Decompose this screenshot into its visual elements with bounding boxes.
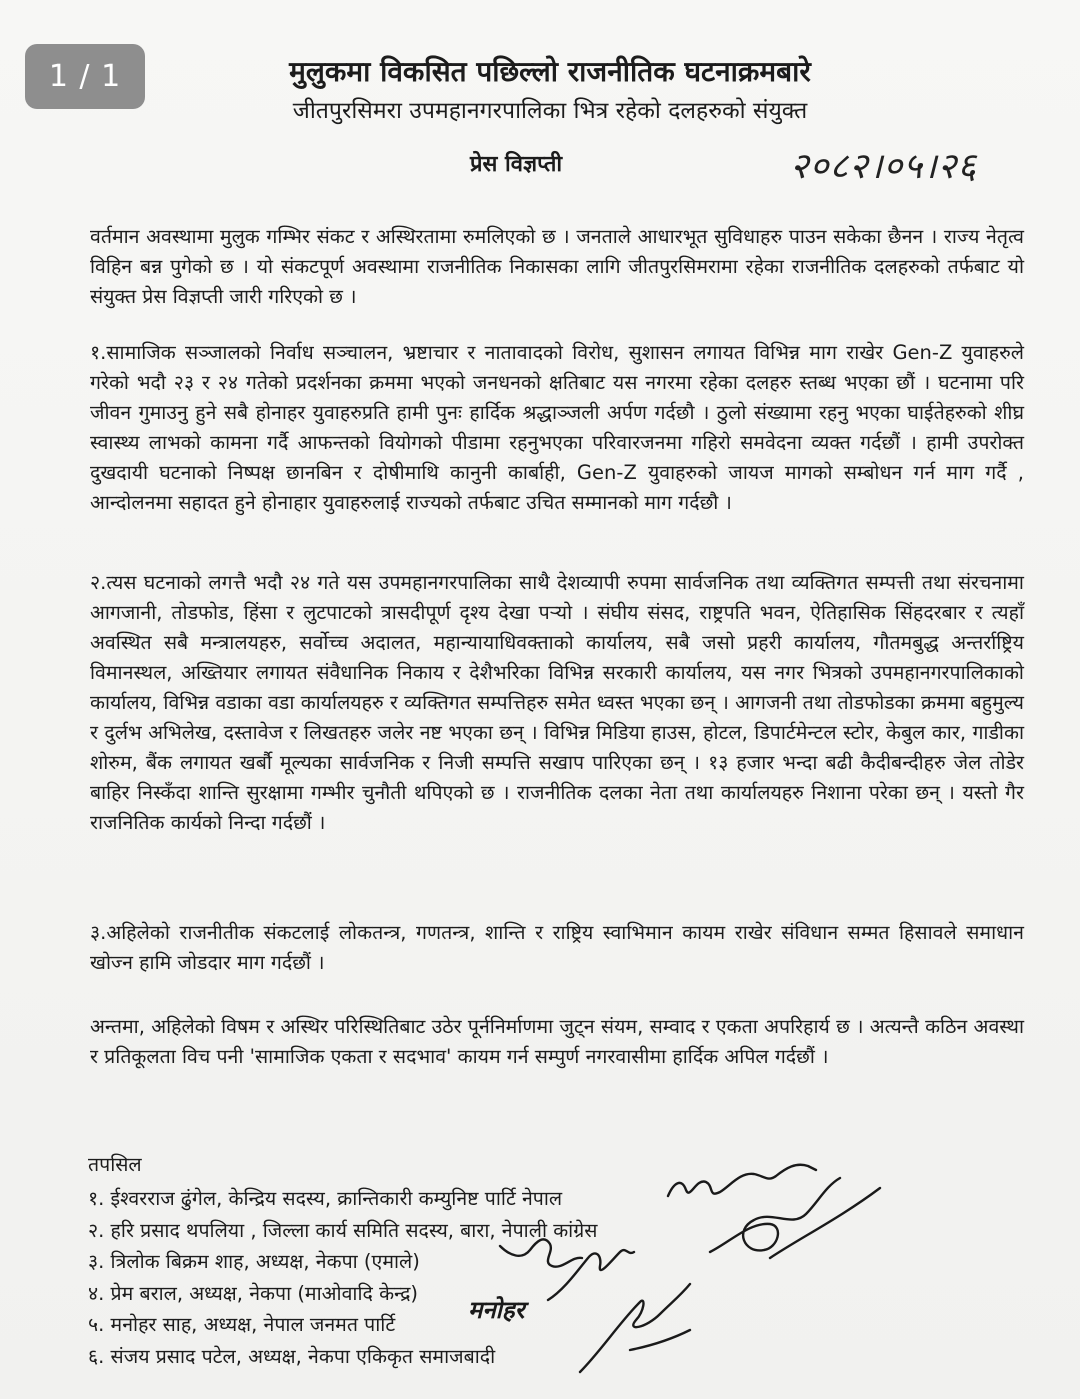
- signature-1: [668, 1165, 816, 1196]
- signature-5-name: मनोहर: [468, 1296, 525, 1324]
- signature-2: [710, 1178, 880, 1258]
- signatories-list: [88, 1183, 597, 1372]
- signatory-item: २. हरि प्रसाद थपलिया , जिल्ला कार्य समिति सदस्य, बारा, नेपाली कांग्रेस: [88, 1218, 598, 1242]
- point-1-paragraph: १.सामाजिक सञ्जालको निर्वाध सञ्चालन, भ्रष्टाचार र नातावादको विरोध, सुशासन लगायत विभिन्न माग राखेर Gen-Z युवाहरुले गरेको भदौ २३ र २४ गतेको प्रदर्शनका क्रममा भएको जनधनको क्षतिबाट यस नगरमा रहेका दलहरु स्तब्ध भएका छौं । घटनामा परि जीवन गुमाउनु हुने सबै होनाहर युवाहरुप्रति हामी पुनः हार्दिक श्रद्धाञ्जली अर्पण गर्दछौ । ठुलो संख्यामा रहनु भएका घाईतेहरुको शीघ्र स्वास्थ्य लाभको कामना गर्दै आफन्तको वियोगको पीडामा रहनुभएका परिवारजनमा गहिरो समवेदना व्यक्त गर्दछौं । हामी उपरोक्त दुखदायी घटनाको निष्पक्ष छानबिन र दोषीमाथि कानुनी कार्बाही, Gen-Z युवाहरुको जायज मागको सम्बोधन गर्न माग गर्दै , आन्दोलनमा सहादत हुने होनाहार युवाहरुलाई राज्यको तर्फबाट उचित सम्मानको माग गर्दछौ ।: [90, 341, 1024, 514]
- intro-paragraph: वर्तमान अवस्थामा मुलुक गम्भिर संकट र अस्थिरतामा रुमलिएको छ । जनताले आधारभूत सुविधाहरु पाउन सकेका छैनन । राज्य नेतृत्व विहिन बन्न पुगेको छ । यो संकटपूर्ण अवस्थामा राजनीतिक निकासका लागि जीतपुरसिमरामा रहेका राजनीतिक दलहरुको तर्फबाट यो संयुक्त प्रेस विज्ञप्ती जारी गरिएको छ ।: [90, 225, 1024, 308]
- signatory-item: ३. त्रिलोक बिक्रम शाह, अध्यक्ष, नेकपा (एमाले): [88, 1250, 420, 1273]
- page-indicator: 1 / 1: [25, 44, 145, 109]
- signatory-item: ५. मनोहर साह, अध्यक्ष, नेपाल जनमत पार्टि: [88, 1313, 396, 1336]
- document-subtitle: जीतपुरसिमरा उपमहानगरपालिका भित्र रहेको दलहरुको संयुक्त: [292, 98, 808, 124]
- press-release-label: प्रेस विज्ञप्ती: [470, 152, 563, 177]
- handwritten-date: २०८२।०५।२६: [790, 146, 978, 187]
- point-3-paragraph: ३.अहिलेको राजनीतीक संकटलाई लोकतन्त्र, गणतन्त्र, शान्ति र राष्ट्रिय स्वाभिमान कायम राखेर संविधान सम्मत हिसावले समाधान खोज्न हामि जोडदार माग गर्दछौं ।: [90, 921, 1024, 974]
- signatory-item: १. ईश्वरराज ढुंगेल, केन्द्रिय सदस्य, क्रान्तिकारी कम्युनिष्ट पार्टि नेपाल: [88, 1187, 563, 1210]
- closing-paragraph: अन्तमा, अहिलेको विषम र अस्थिर परिस्थितिबाट उठेर पूर्ननिर्माणमा जुट्न संयम, सम्वाद र एकता अपरिहार्य छ । अत्यन्तै कठिन अवस्था र प्रतिकूलता विच पनी 'सामाजिक एकता र सदभाव' कायम गर्न सम्पुर्ण नगरवासीमा हार्दिक अपिल गर्दछौं ।: [90, 1015, 1024, 1068]
- signatories-label: तपसिल: [88, 1153, 142, 1176]
- point-2-paragraph: २.त्यस घटनाको लगत्तै भदौ २४ गते यस उपमहानगरपालिका साथै देशव्यापी रुपमा सार्वजनिक तथा व्यक्तिगत सम्पत्ती तथा संरचनामा आगजानी, तोडफोड, हिंसा र लुटपाटको त्रासदीपूर्ण दृश्य देखा पऱ्यो । संघीय संसद, राष्ट्रपति भवन, ऐतिहासिक सिंहदरबार र त्यहाँ अवस्थित सबै मन्त्रालयहरु, सर्वोच्च अदालत, महान्यायाधिवक्ताको कार्यालय, सबै जसो प्रहरी कार्यालय, गौतमबुद्ध अन्तर्राष्ट्रिय विमानस्थल, अख्तियार लगायत संवैधानिक निकाय र देशैभरिका विभिन्न सरकारी कार्यालय, यस नगर भित्रको उपमहानगरपालिकाको कार्यालय, विभिन्न वडाका वडा कार्यालयहरु र व्यक्तिगत सम्पत्तिहरु समेत ध्वस्त भएका छन् । आगजनी तथा तोडफोडका क्रममा बहुमुल्य र दुर्लभ अभिलेख, दस्तावेज र लिखतहरु जलेर नष्ट भएका छन् । विभिन्न मिडिया हाउस, होटल, डिपार्टमेन्टल स्टोर, केबुल कार, गाडीका शोरुम, बैंक लगायत खर्बौ मूल्यका सार्वजनिक र निजी सम्पत्ति सखाप पारिएका छन् । १३ हजार भन्दा बढी कैदीबन्दीहरु जेल तोडेर बाहिर निस्कँदा शान्ति सुरक्षामा गम्भीर चुनौती थपिएको छ । राजनीतिक दलका नेता तथा कार्यालयहरु निशाना परेका छन् । यस्तो गैर राजनितिक कार्यको निन्दा गर्दछौं ।: [90, 571, 1024, 834]
- document-title: मुलुकमा विकसित पछिल्लो राजनीतिक घटनाक्रमबारे: [289, 55, 811, 88]
- signatory-item: ६. संजय प्रसाद पटेल, अध्यक्ष, नेकपा एकिकृत समाजबादी: [88, 1344, 496, 1368]
- signatory-item: ४. प्रेम बराल, अध्यक्ष, नेकपा (माओवादि केन्द्र): [88, 1281, 419, 1305]
